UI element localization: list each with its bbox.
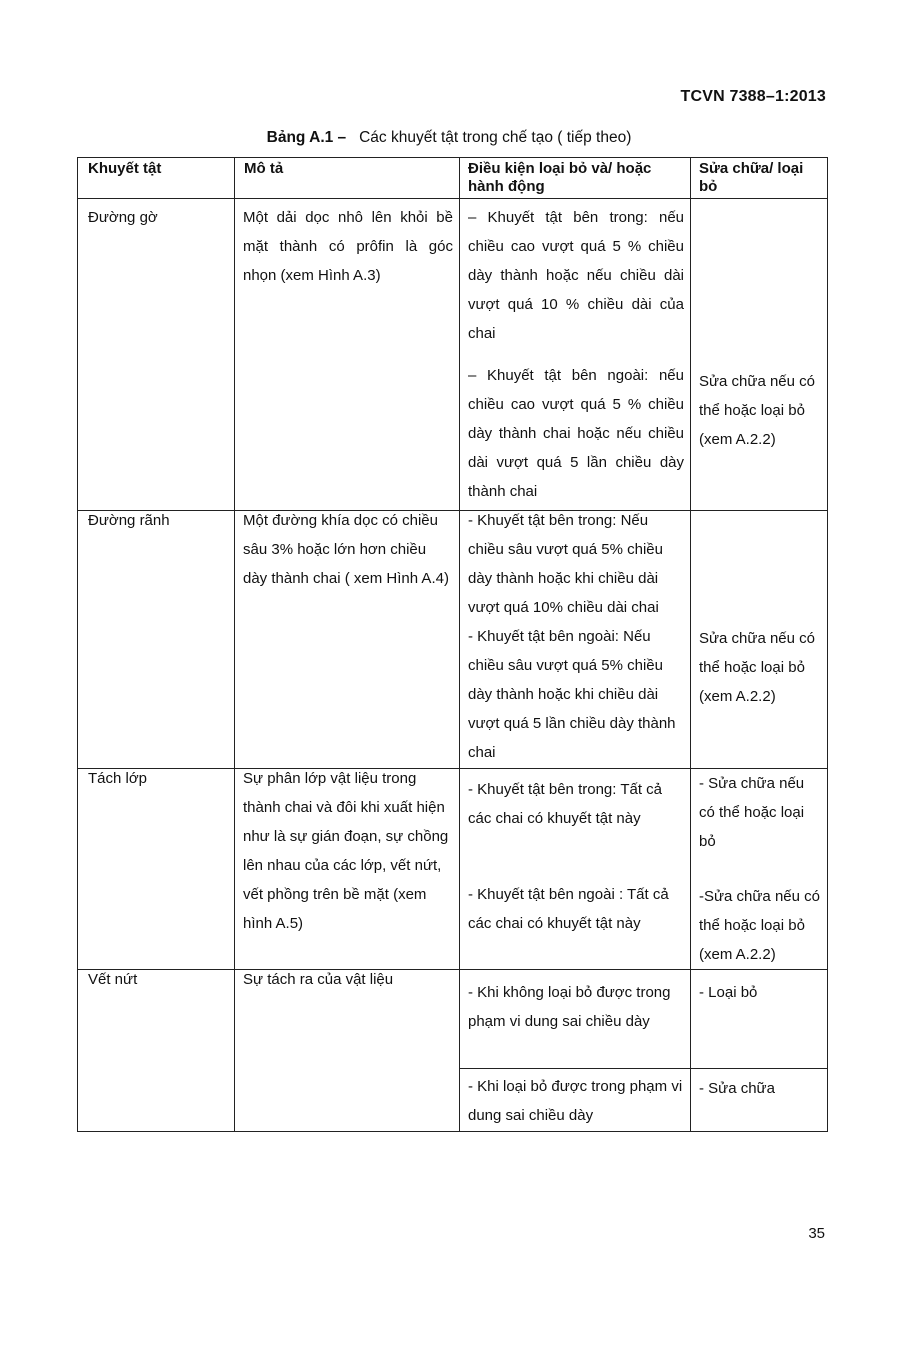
condition-text: – Khuyết tật bên trong: nếu chiều cao vượt quá 5 % chiều dày thành hoặc nếu chiều dài vượt quá 10 % chiều dài của chai: [468, 209, 684, 342]
table-caption: [0, 129, 898, 147]
defect-name: Đường rãnh: [88, 512, 170, 529]
condition-text: - Khuyết tật bên ngoài : Tất cả các chai có khuyết tật này: [468, 886, 669, 932]
defect-name: Đường gờ: [88, 209, 158, 226]
header-divider: [78, 198, 827, 199]
column-divider: [690, 158, 691, 1131]
defects-table: [77, 157, 828, 1132]
header-conditions: Điều kiện loại bỏ và/ hoặc hành động: [468, 160, 652, 195]
condition-text: – Khuyết tật bên ngoài: nếu chiều cao vượt quá 5 % chiều dày thành chai hoặc nếu chiều dài vượt quá 5 lần chiều dày thành chai: [468, 367, 684, 500]
condition-text: - Khi loại bỏ được trong phạm vi dung sai chiều dày: [468, 1078, 683, 1124]
table-caption-text: Các khuyết tật trong chế tạo ( tiếp theo): [359, 129, 632, 146]
column-divider: [234, 158, 235, 1131]
column-divider: [459, 158, 460, 1131]
table-caption-label: Bảng A.1 –: [266, 129, 347, 146]
condition-text: - Khuyết tật bên trong: Tất cả các chai có khuyết tật này: [468, 781, 663, 827]
action-text: - Sửa chữa nếu có thể hoặc loại bỏ: [699, 775, 805, 850]
condition-text: - Khuyết tật bên trong: Nếu chiều sâu vượt quá 5% chiều dày thành hoặc khi chiều dài vượt quá 10% chiều dài chai: [468, 512, 663, 616]
sub-row-divider: [459, 1068, 827, 1069]
header-defect: Khuyết tật: [88, 160, 162, 177]
defect-description: Sự tách ra của vật liệu: [243, 971, 394, 988]
defect-name: Vết nứt: [88, 971, 138, 988]
action-text: - Sửa chữa: [699, 1080, 775, 1097]
header-actions: Sửa chữa/ loại bỏ: [699, 160, 804, 195]
defect-description: Một dải dọc nhô lên khỏi bề mặt thành có prôfin là góc nhọn (xem Hình A.3): [243, 209, 453, 284]
action-text: Sửa chữa nếu có thể hoặc loại bỏ (xem A.2.2): [699, 373, 815, 448]
action-text: - Loại bỏ: [699, 984, 758, 1001]
standard-number: TCVN 7388–1:2013: [680, 88, 826, 105]
page-number: 35: [808, 1225, 825, 1242]
defect-description: Một đường khía dọc có chiều sâu 3% hoặc lớn hơn chiều dày thành chai ( xem Hình A.4): [243, 512, 449, 587]
action-text: Sửa chữa nếu có thể hoặc loại bỏ (xem A.2.2): [699, 630, 815, 705]
header-description: Mô tả: [244, 160, 284, 177]
condition-text: - Khi không loại bỏ được trong phạm vi dung sai chiều dày: [468, 984, 671, 1030]
condition-text: - Khuyết tật bên ngoài: Nếu chiều sâu vượt quá 5% chiều dày thành hoặc khi chiều dài vượt quá 5 lần chiều dày thành chai: [468, 628, 676, 761]
defect-description: Sự phân lớp vật liệu trong thành chai và đôi khi xuất hiện như là sự gián đoạn, sự chồng lên nhau của các lớp, vết nứt, vết phồng trên bề mặt (xem hình A.5): [243, 770, 449, 932]
action-text: -Sửa chữa nếu có thể hoặc loại bỏ (xem A.2.2): [699, 888, 820, 963]
defect-name: Tách lớp: [88, 770, 148, 787]
